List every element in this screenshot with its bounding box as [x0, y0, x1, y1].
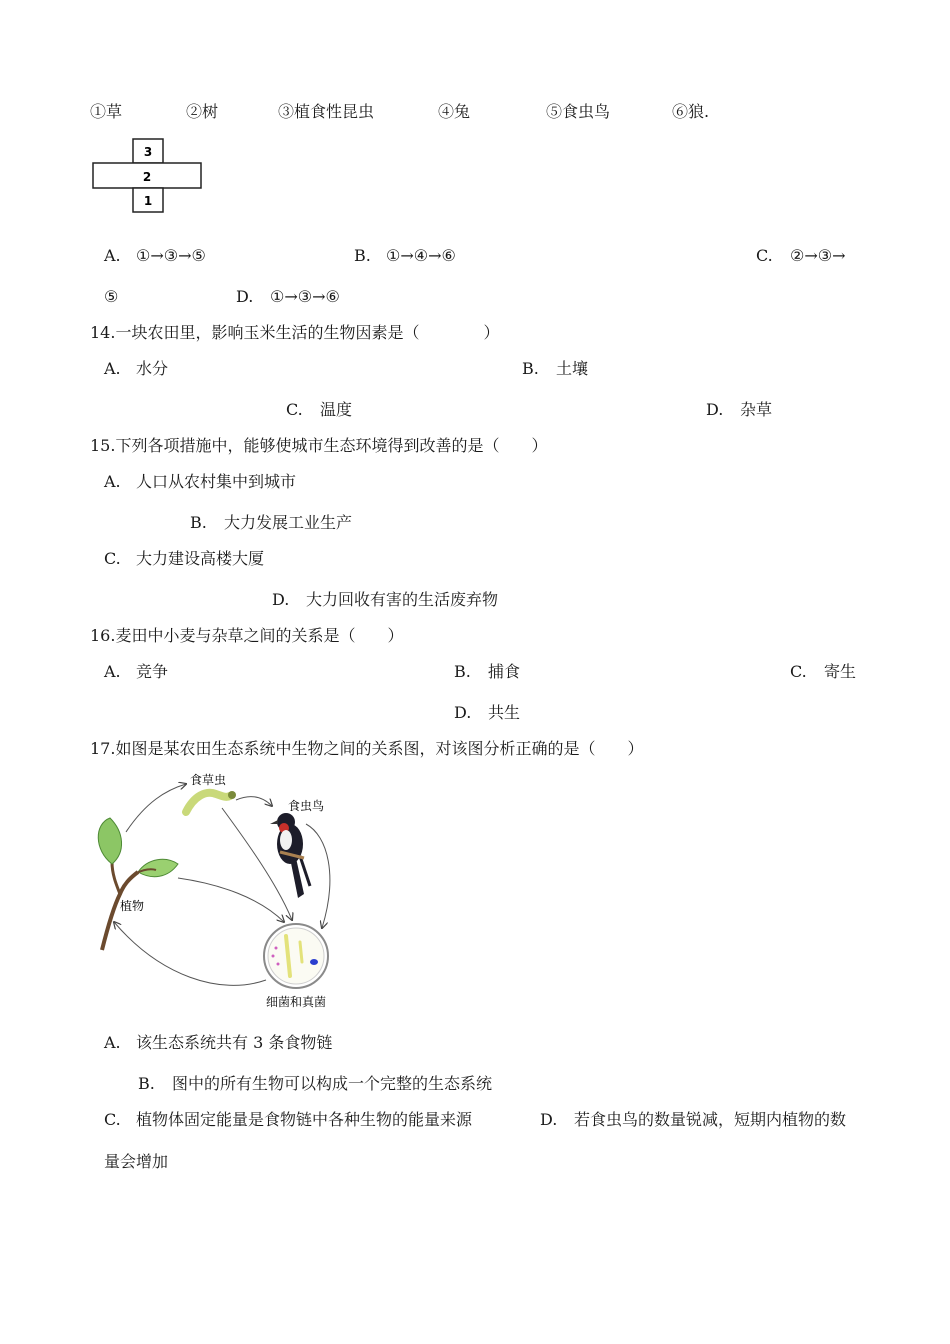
q14-option-d-text: 杂草	[740, 400, 773, 419]
organism-2: ②树	[186, 102, 219, 121]
decomposer-label: 细菌和真菌	[266, 995, 327, 1009]
q14-option-b-letter: B.	[522, 359, 539, 378]
q14-option-c-text: 温度	[320, 400, 353, 419]
q13-option-a-text: ①→③→⑤	[136, 246, 206, 265]
q13-option-c-text-cont: ⑤	[104, 287, 119, 306]
organism-3: ③植食性昆虫	[278, 102, 375, 121]
q15-option-a-text: 人口从农村集中到城市	[136, 472, 297, 491]
q15-option-d-text: 大力回收有害的生活废弃物	[306, 590, 499, 609]
q16-option-c-letter: C.	[790, 662, 807, 681]
q13-option-c-text: ②→③→	[790, 246, 846, 265]
q17-option-a-text: 该生态系统共有 3 条食物链	[136, 1033, 333, 1052]
q14-option-c-letter: C.	[286, 400, 303, 419]
q16-option-d-text: 共生	[488, 703, 521, 722]
q15-option-d-letter: D.	[272, 590, 290, 609]
q13-option-b-text: ①→④→⑥	[386, 246, 456, 265]
food-web-figure	[90, 766, 350, 1016]
organism-5: ⑤食虫鸟	[546, 102, 611, 121]
organism-4: ④兔	[438, 102, 471, 121]
q13-option-c-letter: C.	[756, 246, 773, 265]
energy-pyramid-figure	[90, 136, 204, 216]
q16-option-a-letter: A.	[104, 662, 121, 681]
q14-option-b-text: 土壤	[556, 359, 589, 378]
q15-option-a-letter: A.	[104, 472, 121, 491]
q16-option-c-text: 寄生	[824, 662, 857, 681]
bird-illustration	[270, 813, 310, 898]
q16-option-b-letter: B.	[454, 662, 471, 681]
q13-option-d-text: ①→③→⑥	[270, 287, 340, 306]
insect-label: 食草虫	[190, 773, 227, 787]
q15-option-c-letter: C.	[104, 549, 121, 568]
insect-illustration	[186, 791, 236, 812]
pyramid-label-bottom: 1	[143, 194, 153, 208]
q17-option-d-text-cont: 量会增加	[104, 1152, 169, 1171]
q13-option-b-letter: B.	[354, 246, 371, 265]
q17-option-c-text: 植物体固定能量是食物链中各种生物的能量来源	[136, 1110, 473, 1129]
q13-option-d-letter: D.	[236, 287, 254, 306]
organism-1: ①草	[90, 102, 123, 121]
q15-stem: 15.下列各项措施中，能够使城市生态环境得到改善的是（ ）	[90, 436, 548, 455]
q17-option-d-text: 若食虫鸟的数量锐减，短期内植物的数	[574, 1110, 847, 1129]
bird-label: 食虫鸟	[288, 799, 325, 813]
q17-option-d-letter: D.	[540, 1110, 558, 1129]
organism-6: ⑥狼.	[672, 102, 710, 121]
q13-option-a-letter: A.	[104, 246, 121, 265]
q15-option-b-text: 大力发展工业生产	[224, 513, 353, 532]
q14-stem: 14.一块农田里，影响玉米生活的生物因素是（ ）	[90, 323, 500, 342]
q17-option-b-letter: B.	[138, 1074, 155, 1093]
q16-option-b-text: 捕食	[488, 662, 521, 681]
q14-option-a-text: 水分	[136, 359, 169, 378]
pyramid-label-middle: 2	[142, 170, 152, 184]
q14-option-d-letter: D.	[706, 400, 724, 419]
q17-option-a-letter: A.	[104, 1033, 121, 1052]
q17-option-c-letter: C.	[104, 1110, 121, 1129]
q17-option-b-text: 图中的所有生物可以构成一个完整的生态系统	[172, 1074, 493, 1093]
q16-stem: 16.麦田中小麦与杂草之间的关系是（ ）	[90, 626, 404, 645]
q15-option-b-letter: B.	[190, 513, 207, 532]
decomposer-illustration	[264, 924, 328, 988]
q15-option-c-text: 大力建设高楼大厦	[136, 549, 265, 568]
q16-option-d-letter: D.	[454, 703, 472, 722]
plant-label: 植物	[120, 899, 145, 913]
pyramid-label-top: 3	[143, 145, 153, 159]
q14-option-a-letter: A.	[104, 359, 121, 378]
plant-illustration	[98, 818, 178, 950]
q17-stem: 17.如图是某农田生态系统中生物之间的关系图，对该图分析正确的是（ ）	[90, 739, 644, 758]
q16-option-a-text: 竞争	[136, 662, 169, 681]
